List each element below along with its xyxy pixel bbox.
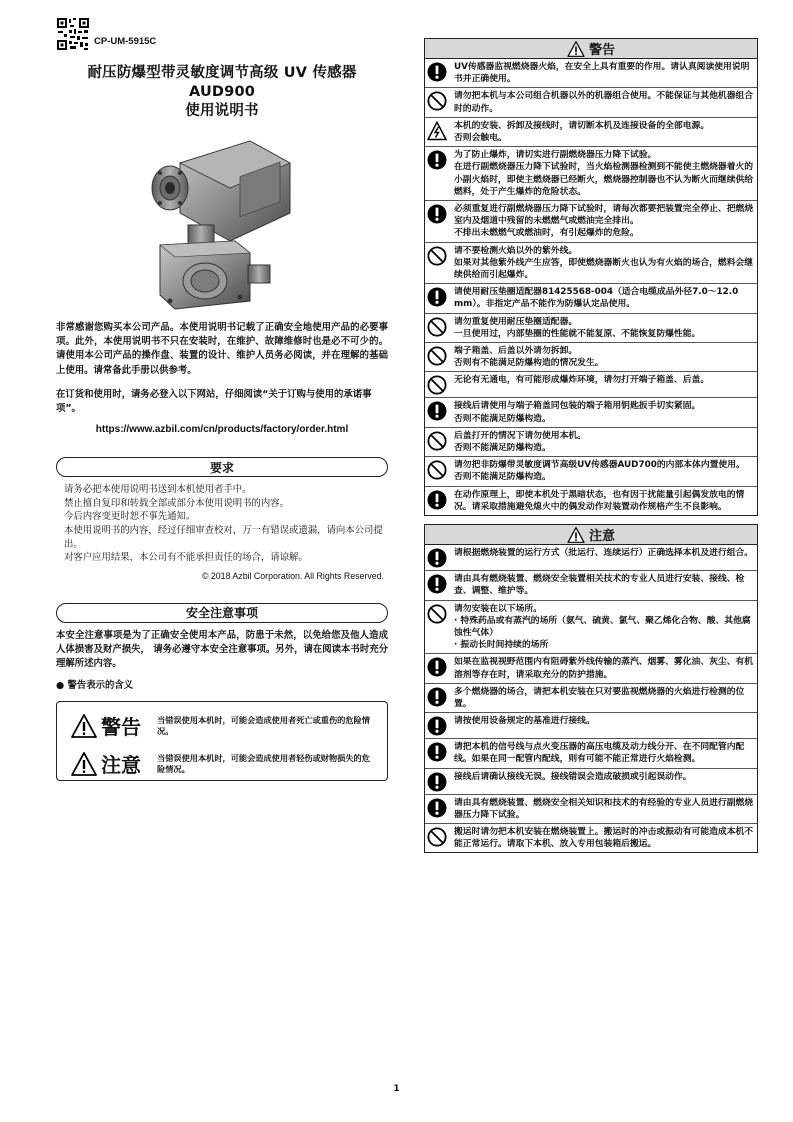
caution-item-text: 请把本机的信号线与点火变压器的高压电缆及动力线分开、在不同配管内配线。如果在同一配管内配线，则有可能不能正常进行火焰检测。 [454,742,745,765]
warning-triangle-icon [71,714,97,738]
mandatory-icon [427,573,451,597]
mandatory-icon [427,686,451,710]
caution-item-text: 如果在监视视野范围内有阻碍紫外线传输的蒸汽、烟雾、雾化油、灰尘、有机溶剂等存在时，请采取充分的防护措施。 [454,657,754,680]
warning-word: 警告 [101,715,141,740]
warning-item-text: 端子箱盖、后盖以外请勿拆卸。 否则有不能满足防爆构造的情况发生。 [454,346,604,369]
title-line-1: 耐压防爆型带灵敏度调节高级 UV 传感器 [87,65,357,81]
caution-triangle-icon [71,752,97,776]
product-photo [140,133,305,313]
prohibited-icon [427,826,451,850]
warning-panel [424,38,758,516]
warning-item-text: 为了防止爆炸，请切实进行副燃烧器压力降下试验。 在进行副燃烧器压力降下试验时，当火焰检测器检测到不能使主燃烧器着火的小副火焰时，即使主燃烧器已经断火，燃烧器控制器也不认为断火而继续供给燃料，处于产生爆炸的危险状态。 [454,150,754,197]
warning-item [425,457,757,486]
mandatory-icon [427,203,451,240]
caution-item [425,571,757,600]
title-line-2: AUD900 [188,84,256,100]
prohibited-icon [427,90,451,114]
warning-description: 当错误使用本机时，可能会造成使用者死亡或重伤的危险情况。 [157,714,370,736]
request-line: 对客户应用结果，本公司有不能承担责任的场合，请谅解。 [64,552,308,564]
warning-item [425,314,757,343]
caution-description: 当错误使用本机时，可能会造成使用者轻伤或财物损失的危险情况。 [157,752,370,774]
caution-item [425,684,757,713]
caution-panel-heading [425,525,757,545]
caution-panel-title: 注意 [588,529,615,545]
warning-item [425,147,757,201]
caution-item-text: 请根据燃烧装置的运行方式（批运行、连续运行）正确选择本机及进行组合。 [454,548,754,559]
caution-legend-row [71,748,373,780]
request-heading: 要求 [56,457,388,477]
caution-items [425,545,757,852]
warning-item [425,284,757,313]
mandatory-icon [427,797,451,821]
caution-item [425,654,757,683]
mandatory-icon [427,547,451,568]
warning-item-text: 请使用耐压垫圈适配器81425568-004（适合电缆成品外径7.0～12.0 mm）。非指定产品不能作为防爆认定品使用。 [454,287,739,310]
warning-panel-heading [425,39,757,59]
prohibited-icon [427,374,451,395]
left-column [56,16,388,781]
warning-items [425,59,757,515]
warning-item [425,343,757,372]
prohibited-icon [427,345,451,369]
mandatory-icon [427,656,451,680]
page-number: 1 [393,1084,400,1094]
warning-item-text: 本机的安装、拆卸及接线时，请切断本机及连接设备的全部电源。 否则会触电。 [454,120,710,144]
request-line: 今后内容变更时恕不事先通知。 [64,511,196,523]
safety-heading: 安全注意事项 [56,603,388,623]
order-url-link[interactable]: https://www.azbil.com/cn/products/factory/order.html [95,424,349,436]
right-column [424,38,758,853]
mandatory-icon [427,715,451,736]
document-title [56,64,388,121]
warning-panel-title: 警告 [588,43,615,58]
prohibited-icon [427,245,451,282]
mandatory-icon [427,400,451,424]
safety-text: 本安全注意事项是为了正确安全使用本产品，防患于未然，以免给您及他人造成人体损害及财产损失， 请务必遵守本安全注意事项。另外，请在阅读本书时充分理解所述内容。 [56,629,388,669]
caution-item-text: 请由具有燃烧装置、燃烧安全相关知识和技术的有经验的专业人员进行副燃烧器压力降下试验。 [454,797,754,820]
title-line-3: 使用说明书 [185,103,259,119]
warning-item [425,118,757,147]
warning-item-text: 接线后请使用与端子箱盖同包装的端子箱用钥匙扳手切实紧固。 否则不能满足防爆构造。 [454,401,701,424]
prohibited-icon [427,316,451,340]
qr-code-icon [56,17,90,51]
warning-item [425,487,757,515]
signal-word-legend [56,701,388,781]
electric-shock-icon [427,120,451,144]
caution-item-text: 请勿安装在以下场所。 · 特殊药品或有蒸汽的场所（氨气、硫黄、氯气、聚乙烯化合物、酸、其他腐蚀性气体） · 振动长时间持续的场所 [454,603,751,651]
warning-item-text: 请勿把非防爆带灵敏度调节高级UV传感器AUD700的内部本体内置使用。 否则不能满足防爆构造。 [454,460,745,483]
caution-item [425,545,757,571]
caution-item-text: 接线后请确认接线无误。接线错误会造成破损或引起误动作。 [454,771,692,782]
prohibited-icon [427,603,451,652]
warning-item [425,243,757,285]
warning-item-text: 无论有无通电，有可能形成爆炸环境，请勿打开端子箱盖、后盖。 [454,375,710,386]
caution-item [425,739,757,768]
request-line: 请务必把本使用说明书送到本机使用者手中。 [64,484,252,496]
intro-paragraph: 非常感谢您购买本公司产品。本使用说明书记载了正确安全地使用产品的必要事项。此外，本使用说明书不只在安装时，在维护、故障维修时也是必不可少的。请使用本公司产品的操作盘、装置的设计、维护人员务必阅读，并在理解的基础上使用。请常备此手册以供参考。 [56,322,388,376]
warning-item-text: 请不要检测火焰以外的紫外线。 如果对其他紫外线产生应答，即使燃烧器断火也认为有火焰的场合，燃料会继续供给而引起爆炸。 [454,245,754,281]
caution-item-text: 多个燃烧器的场合，请把本机安装在只对要监视燃烧器的火焰进行检测的位置。 [454,686,745,709]
caution-item-text: 请由具有燃烧装置、燃烧安全装置相关技术的专业人员进行安装、接线、检查、调整、维护等。 [454,574,745,597]
signal-word-meaning-bullet: ● 警告表示的含义 [56,679,134,691]
warning-item-text: 请勿把本机与本公司组合机器以外的机器组合使用。不能保证与其他机器组合时的动作。 [454,91,754,114]
caution-panel [424,524,758,853]
warning-item-text: 在动作原理上，即使本机处于黑暗状态，也有因干扰能量引起偶发放电的情况。请采取措施避免熄火中的偶发动作对装置动作规格产生不良影响。 [454,489,745,512]
warning-item-text: 后盖打开的情况下请勿使用本机。 否则不能满足防爆构造。 [454,430,586,454]
caution-item [425,601,757,655]
copyright: © 2018 Azbil Corporation. All Rights Reserved. [201,570,384,581]
caution-item [425,769,757,795]
caution-item-text: 请按使用设备规定的基准进行接线。 [454,716,595,727]
mandatory-icon [427,489,451,513]
request-line: 禁止擅自复印和转载全部或部分本使用说明书的内容。 [64,497,290,509]
caution-item [425,795,757,824]
warning-legend-row [71,710,373,742]
warning-item-text: UV传感器监视燃烧器火焰，在安全上具有重要的作用。请认真阅读使用说明书并正确使用。 [454,62,750,85]
mandatory-icon [427,61,451,85]
caution-word: 注意 [101,753,141,778]
caution-item [425,713,757,739]
prohibited-icon [427,459,451,483]
warning-item [425,428,757,457]
warning-item [425,88,757,117]
mandatory-icon [427,149,451,198]
prohibited-icon [427,430,451,454]
warning-triangle-icon [567,41,585,57]
warning-item-text: 必须重复进行副燃烧器压力降下试验时，请每次都要把装置完全停止、把燃烧室内及烟道中残留的未燃燃气或燃油完全排出。 不排出未燃燃气或燃油时，有引起爆炸的危险。 [454,204,754,239]
warning-item-text: 请勿重复使用耐压垫圈适配器。 一旦使用过，内部垫圈的性能就不能复原、不能恢复防爆性能。 [454,316,701,339]
mandatory-icon [427,286,451,310]
warning-item [425,372,757,398]
warning-item [425,201,757,243]
request-line: 本使用说明书的内容，经过仔细审查校对，万一有错误或遗漏，请向本公司提出。 [64,525,383,550]
caution-triangle-icon [567,527,585,543]
warning-item [425,398,757,427]
caution-item-text: 搬运时请勿把本机安装在燃烧装置上。搬运时的冲击或振动有可能造成本机不能正常运行。请取下本机、放入专用包装箱后搬运。 [454,826,754,850]
warning-item [425,59,757,88]
order-notice: 在订货和使用时，请务必登入以下网站，仔细阅读“关于订购与使用的承诺事项”。 [56,388,372,415]
caution-item [425,824,757,852]
mandatory-icon [427,741,451,765]
document-number: CP-UM-5915C [94,35,157,47]
mandatory-icon [427,771,451,792]
request-text [56,483,388,565]
document-header [56,16,388,52]
